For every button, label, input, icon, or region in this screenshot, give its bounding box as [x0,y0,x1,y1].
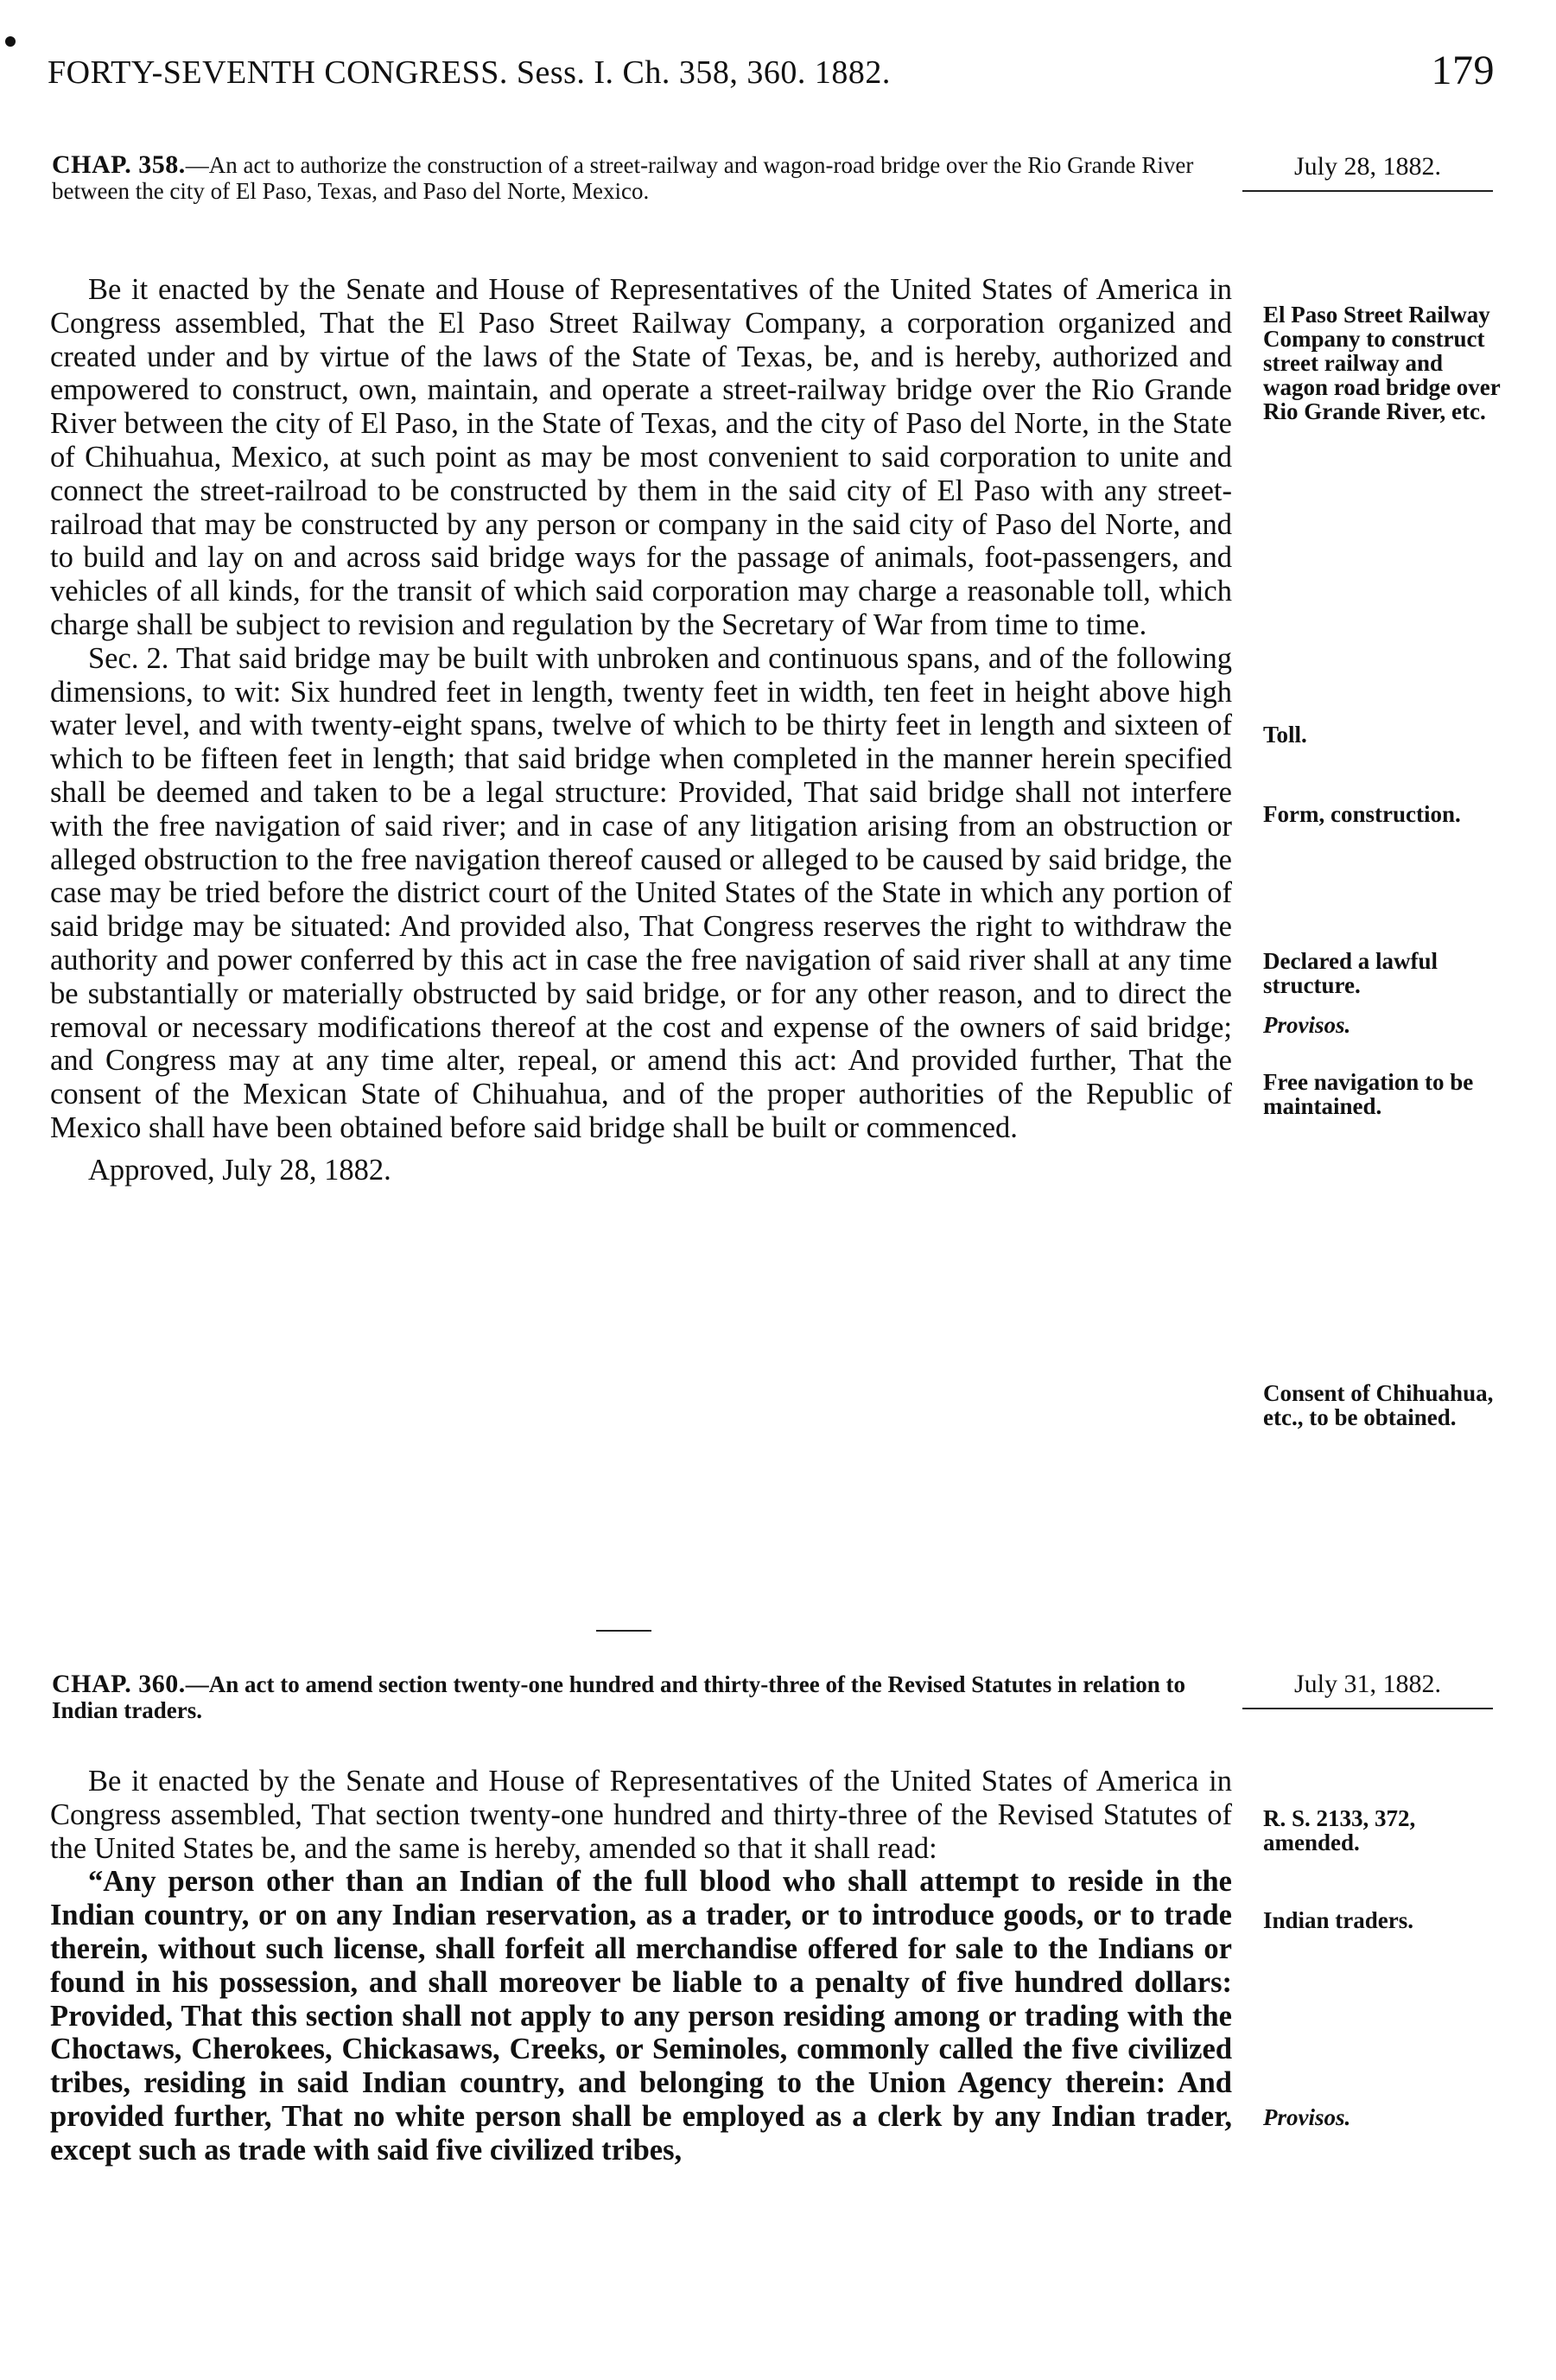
chapter-360-enacting-paragraph: Be it enacted by the Senate and House of Representatives of the United States of America in Congress assembled, That section twenty-one hundred and thirty-three of the Revised Statutes of the United States be, and the same is hereby, amended so that it shall read: [50,1765,1232,1865]
page-number: 179 [1431,48,1495,93]
margin-note-rs-2133: R. S. 2133, 372, amended. [1263,1805,1416,1855]
chapter-360-date-text: July 31, 1882. [1293,1670,1441,1698]
margin-note-indian-traders: Indian traders. [1263,1907,1414,1933]
running-head-title: FORTY-SEVENTH CONGRESS. Sess. I. Ch. 358, 360. 1882. [48,54,891,91]
chapter-358-label: CHAP. 358. [52,150,186,179]
chapter-360-quoted-section: “Any person other than an Indian of the full blood who shall attempt to reside in the Indian country, or on any Indian reservation, as a trader, or to introduce goods, or to trade therein, without such license, shall forfeit all merchandise offered for sale to the Indians or found in his possession, and shall moreover be liable to a penalty of five hundred dollars: Provided, That this section shall not apply to any person residing among or trading with the Choctaws, Cherokees, Chickasaws, Creeks, or Seminoles, commonly called the five civilized tribes, residing in said Indian country, and belonging to the Union Agency therein: And provided further, That no white person shall be employed as a clerk by any Indian trader, except such as trade with said five civilized tribes, [50,1865,1232,2167]
margin-note-form-construction: Form, construction. [1263,801,1461,827]
margin-note-provisos-358: Provisos. [1263,1012,1351,1038]
chapter-358-enacting-paragraph: Be it enacted by the Senate and House of Representatives of the United States of America in Congress assembled, That the El Paso Street Railway Company, a corporation organized and created under and by virtue of the laws of the State of Texas, be, and is hereby, authorized and empowered to construct, own, maintain, and operate a street-railway bridge over the Rio Grande River between the city of El Paso, in the State of Texas, and the city of Paso del Norte, in the State of Chihuahua, Mexico, at such point as may be most convenient to said corporation to unite and connect the street-railroad to be constructed by them in the said city of El Paso with any street-railroad that may be constructed by any person or company in the said city of Paso del Norte, and to build and lay on and across said bridge ways for the passage of animals, foot-passengers, and vehicles of all kinds, for the transit of which said corporation may charge a reasonable toll, which charge shall be subject to revision and regulation by the Secretary of War from time to time. [50,273,1232,641]
chapter-358-date [1242,152,1493,192]
margin-note-consent-chihuahua: Consent of Chihuahua, etc., to be obtained. [1263,1380,1494,1430]
chapter-358-heading [52,152,1227,204]
chapter-360-title: —An act to amend section twenty-one hundred and thirty-three of the Revised Statutes in relation to Indian traders. [52,1671,1185,1723]
running-head [48,48,1495,105]
margin-note-toll: Toll. [1263,722,1307,748]
chapter-divider [596,1630,651,1632]
chapter-360-heading [52,1671,1227,1723]
margin-note-provisos-360: Provisos. [1263,2104,1351,2130]
chapter-360-date-rule [1242,1708,1493,1709]
chapter-360-body [50,1765,1232,2167]
chapter-358-body [50,273,1232,1187]
bullet-mark [5,36,16,47]
chapter-360-date [1242,1670,1493,1709]
chapter-358-date-rule [1242,190,1493,192]
margin-note-lawful-structure: Declared a lawful structure. [1263,948,1438,998]
chapter-358-section-2: Sec. 2. That said bridge may be built with unbroken and continuous spans, and of the following dimensions, to wit: Six hundred feet in length, twenty feet in width, ten feet in height above high water level, and with twenty-eight spans, twelve of which to be thirty feet in length and sixteen of which to be fifteen feet in length; that said bridge when completed in the manner herein specified shall be deemed and taken to be a legal structure: Provided, That said bridge shall not interfere with the free navigation of said river; and in case of any litigation arising from an obstruction or alleged obstruction to the free navigation thereof caused or alleged to be caused by said bridge, the case may be tried before the district court of the United States of the State in which any portion of said bridge may be situated: And provided also, That Congress reserves the right to withdraw the authority and power conferred by this act in case the free navigation of said river shall at any time be substantially or materially obstructed by said bridge, or for any other reason, and to direct the removal or necessary modifications thereof at the cost and expense of the owners of said bridge; and Congress may at any time alter, repeal, or amend this act: And provided further, That the consent of the Mexican State of Chihuahua, and of the proper authorities of the Republic of Mexico shall have been obtained before said bridge shall be built or commenced. [50,641,1232,1144]
chapter-358-approved: Approved, July 28, 1882. [88,1153,391,1187]
chapter-358-date-text: July 28, 1882. [1293,152,1441,181]
chapter-358-title: —An act to authorize the construction of a street-railway and wagon-road bridge over the Rio Grande River between the city of El Paso, Texas, and Paso del Norte, Mexico. [52,152,1194,204]
margin-note-free-navigation: Free navigation to be maintained. [1263,1069,1474,1119]
margin-note-el-paso: El Paso Street Railway Company to construct street railway and wagon road bridge over Rio Grande River, etc. [1263,302,1501,424]
chapter-360-label: CHAP. 360. [52,1670,186,1698]
